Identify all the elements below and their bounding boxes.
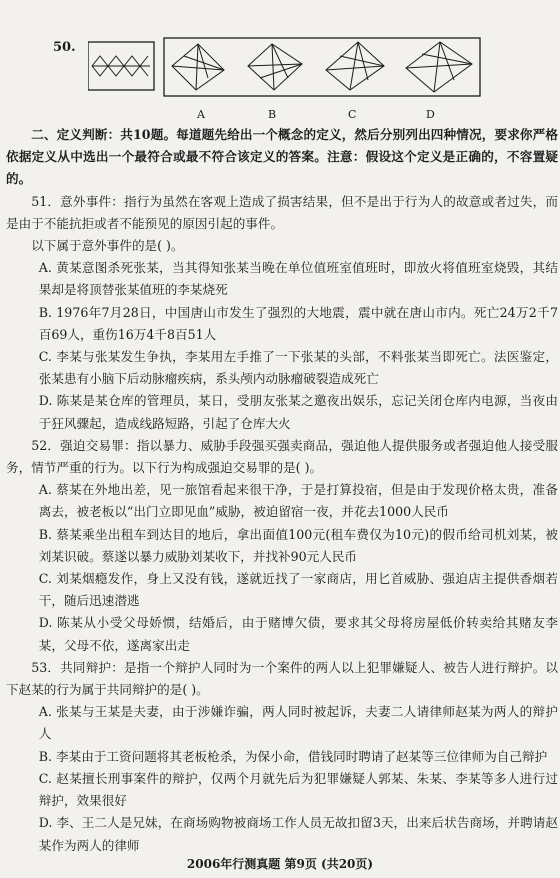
question-53-option-b: B. 李某由于工资问题将其老板枪杀，为保小命，借钱同时聘请了赵某等三位律师为自己辩护 — [38, 748, 548, 764]
question-53-option-a: A. 张某与王某是夫妻，由于涉嫌诈骗，两人同时被起诉，夫妻二人请律师赵某为两人的辩护人 — [38, 704, 558, 742]
question-50-number: 50. — [53, 40, 76, 55]
option-c-figure — [326, 42, 384, 90]
question-52-option-d: D. 陈某从小受父母娇惯，结婚后，由于赌博欠债，要求其父母将房屋低价转卖给其赌友李某，父母不依，遂离家出走 — [38, 615, 558, 653]
page-footer: 2006年行测真题 第9页 (共20页) — [186, 857, 374, 871]
option-label-d: D — [426, 108, 435, 121]
question-50-option-letters — [0, 108, 560, 124]
question-53-option-d: D. 李、王二人是兄妹，在商场购物被商场工作人员无故扣留3天，出来后状告商场，并聘请赵某作为两人的律师 — [38, 815, 558, 853]
question-51-option-c: C. 李某与张某发生争执，李某用左手推了一下张某的头部，不料张某当即死亡。法医鉴定，张某患有小脑下后动脉瘤疾病，系头颅内动脉瘤破裂造成死亡 — [38, 349, 558, 387]
options-frame — [164, 38, 480, 96]
question-53-stem: 53．共同辩护：是指一个辩护人同时为一个案件的两人以上犯罪嫌疑人、被告人进行辩护。以下赵某的行为属于共同辩护的是( )。 — [6, 659, 558, 698]
option-d-figure — [406, 42, 472, 92]
question-51-stem: 51．意外事件：指行为虽然在客观上造成了损害结果，但不是出于行为人的故意或者过失，而是由于不能抗拒或者不能预见的原因引起的事件。 — [6, 193, 558, 231]
option-a-figure — [172, 44, 224, 90]
question-52-stem: 52．强迫交易罪：指以暴力、威胁手段强买强卖商品，强迫他人提供服务或者强迫他人接受服务，情节严重的行为。以下行为构成强迫交易罪的是( )。 — [6, 437, 558, 476]
question-50-figures — [88, 34, 488, 106]
question-52-option-a: A. 蔡某在外地出差，见一旅馆看起来很干净，于是打算投宿，但是由于发现价格太贵，准备离去，被老板以“出门立即见血”威胁，被迫留宿一夜，并花去1000人民币 — [38, 482, 558, 520]
option-label-b: B — [268, 108, 277, 121]
option-label-c: C — [348, 108, 357, 121]
section-intro: 二、定义判断：共10题。每道题先给出一个概念的定义，然后分别列出四种情况，要求你严格依据定义从中选出一个最符合或最不符合该定义的答案。注意：假设这个定义是正确的，不容置疑的。 — [6, 127, 558, 187]
question-53-option-c: C. 赵某擅长刑事案件的辩护，仅两个月就先后为犯罪嫌疑人郭某、朱某、李某等多人进行过辩护，效果很好 — [38, 770, 558, 809]
option-b-figure — [248, 44, 302, 90]
exam-text-body — [6, 124, 558, 857]
stem-zigzag-figure — [92, 56, 150, 76]
question-52-option-b: B. 蔡某乘坐出租车到达目的地后，拿出面值100元(租车费仅为10元)的假币给司机刘某，被刘某识破。蔡遂以暴力威胁刘某收下，并找补90元人民币 — [38, 526, 558, 564]
question-51-ask: 以下属于意外事件的是( )。 — [31, 238, 184, 254]
question-51-option-a: A. 黄某意图杀死张某，当其得知张某当晚在单位值班室值班时，即放火将值班室烧毁，其结果却是将顶替张某值班的李某烧死 — [38, 260, 558, 298]
question-51-option-d: D. 陈某是某仓库的管理员，某日，受朋友张某之邀夜出娱乐，忘记关闭仓库内电源，当夜由于狂风骤起，造成线路短路，引起了仓库大火 — [38, 393, 558, 431]
question-51-option-b: B. 1976年7月28日，中国唐山市发生了强烈的大地震，震中就在唐山市内。死亡24万2千7百69人，重伤16万4千8百51人 — [38, 304, 558, 342]
question-52-option-c: C. 刘某烟瘾发作，身上又没有钱，遂就近找了一家商店，用匕首威胁、强迫店主提供香烟若干，随后迅速潜逃 — [38, 571, 558, 609]
option-label-a: A — [197, 108, 205, 121]
